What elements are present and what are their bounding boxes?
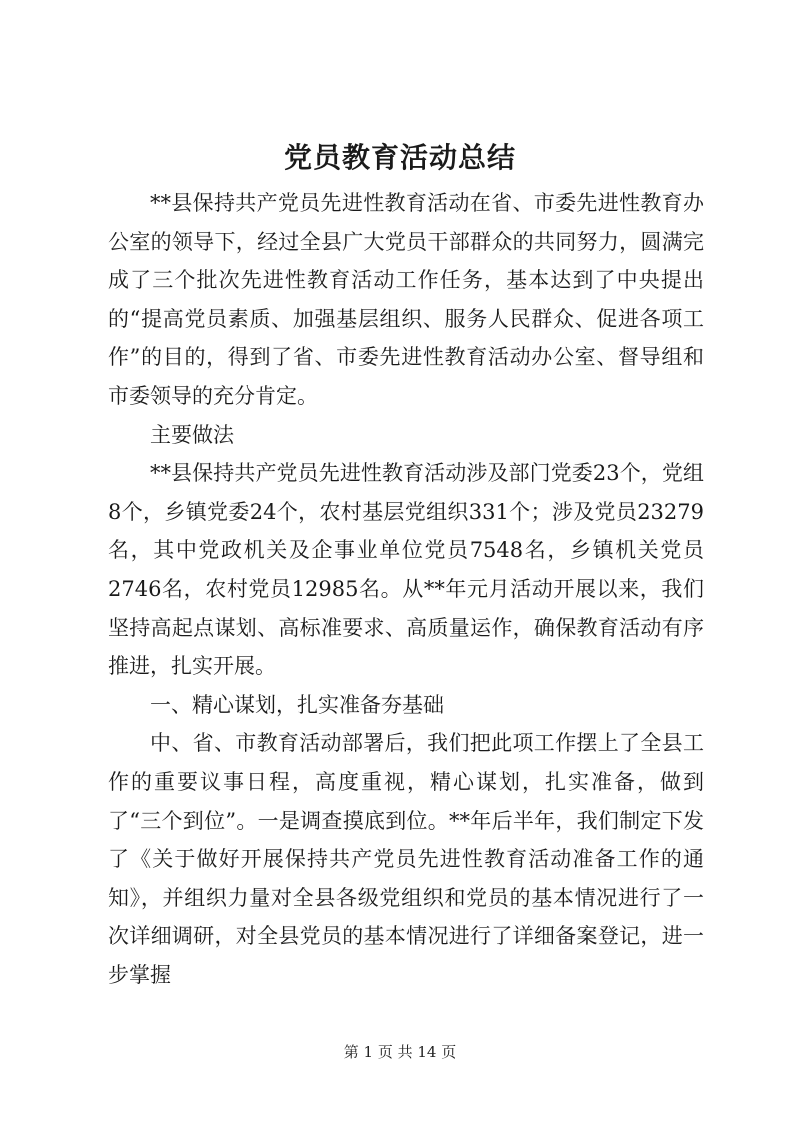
document-body <box>108 184 704 994</box>
paragraph-statistics: **县保持共产党员先进性教育活动涉及部门党委23个，党组8个，乡镇党委24个，农村基层党组织331个；涉及党员23279名，其中党政机关及企事业单位党员7548名，乡镇机关党员2746名，农村党员12985名。从**年元月活动开展以来，我们坚持高起点谋划、高标准要求、高质量运作，确保教育活动有序推进，扎实开展。 <box>108 461 704 679</box>
paragraph-section-one: 中、省、市教育活动部署后，我们把此项工作摆上了全县工作的重要议事日程，高度重视，精心谋划，扎实准备，做到了“三个到位”。一是调查摸底到位。**年后半年，我们制定下发了《关于做好开展保持共产党员先进性教育活动准备工作的通知》，并组织力量对全县各级党组织和党员的基本情况进行了一次详细调研，对全县党员的基本情况进行了详细备案登记，进一步掌握 <box>108 731 704 987</box>
heading-main-practices: 主要做法 <box>150 422 234 447</box>
document-title: 党员教育活动总结 <box>283 141 516 174</box>
page-footer: 第 1 页 共 14 页 <box>343 1043 457 1061</box>
heading-section-one: 一、精心谋划，扎实准备夯基础 <box>150 692 444 717</box>
paragraph-intro: **县保持共产党员先进性教育活动在省、市委先进性教育办公室的领导下，经过全县广大党员干部群众的共同努力，圆满完成了三个批次先进性教育活动工作任务，基本达到了中央提出的“提高党员素质、加强基层组织、服务人民群众、促进各项工作”的目的，得到了省、市委先进性教育活动办公室、督导组和市委领导的充分肯定。 <box>108 191 704 408</box>
